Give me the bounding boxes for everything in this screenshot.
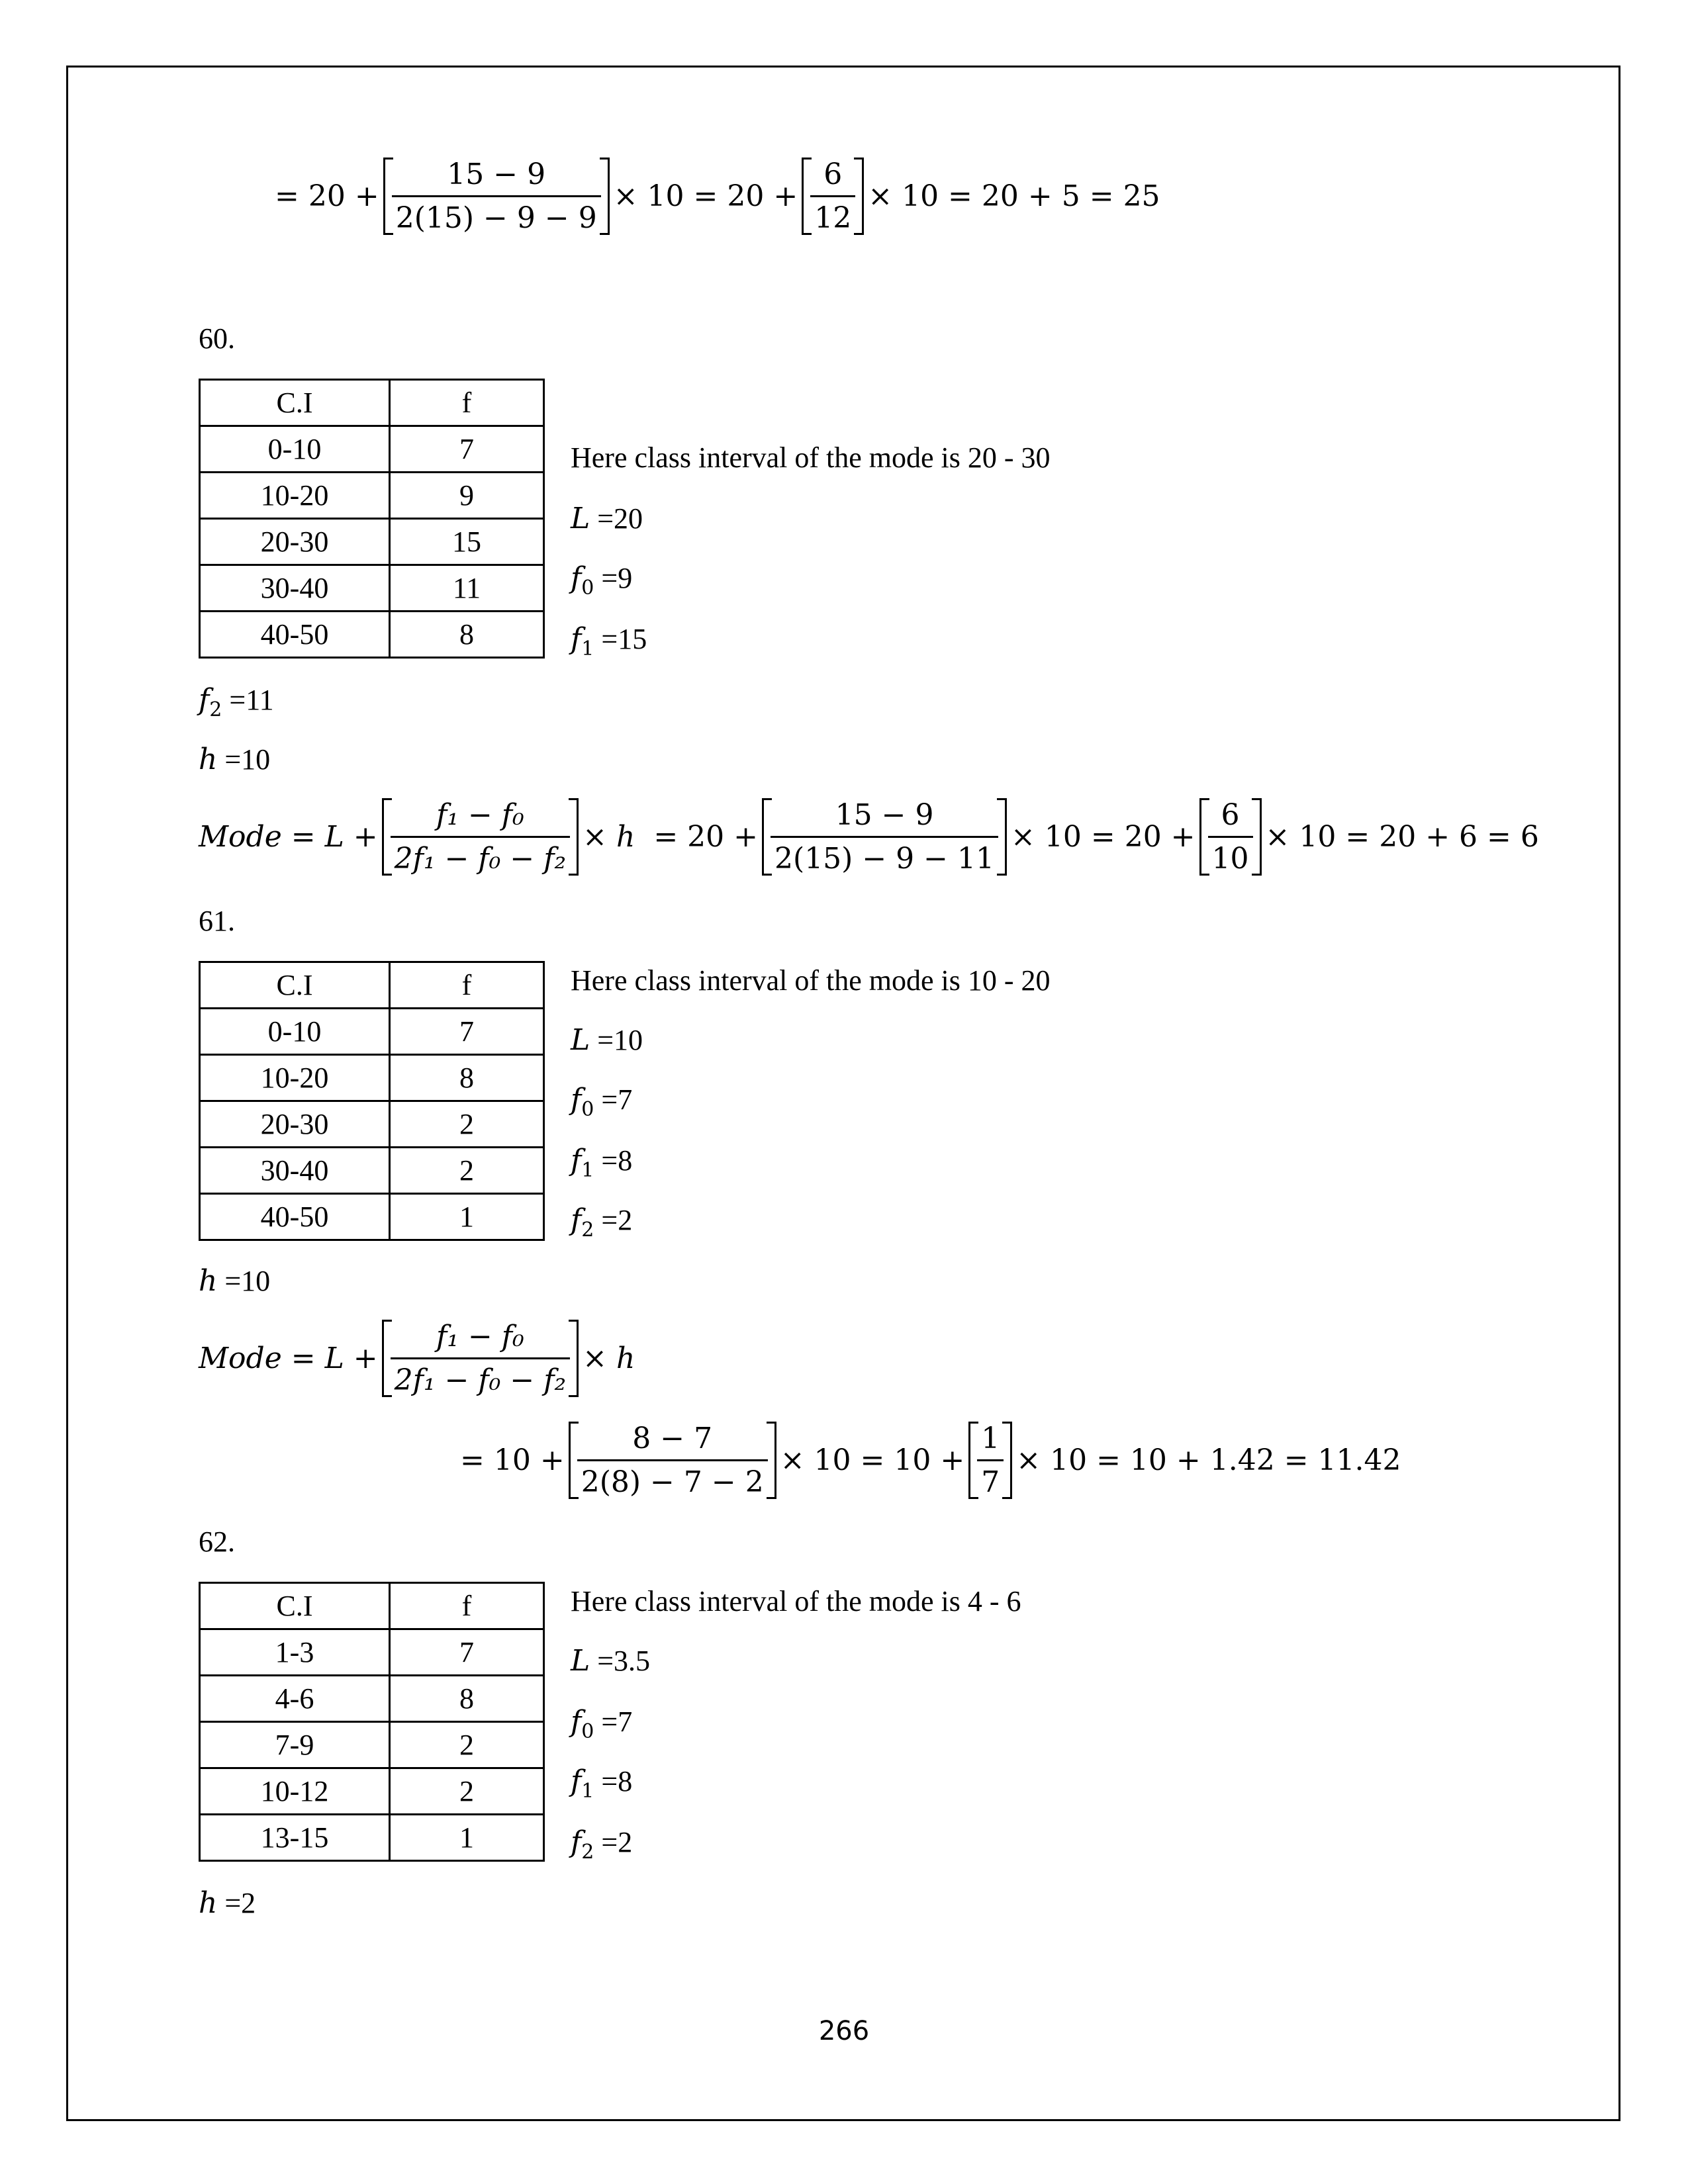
cell: 7	[390, 1009, 544, 1055]
cell: 20-30	[200, 519, 390, 565]
value: =15	[601, 623, 647, 655]
question-number: 62.	[199, 1525, 235, 1558]
table-row	[200, 1722, 544, 1768]
table-row	[200, 1194, 544, 1240]
value: =8	[601, 1144, 633, 1177]
var-h: h =2	[199, 1886, 256, 1920]
header-cell: C.I	[200, 1583, 390, 1629]
numerator: 1	[981, 1422, 1000, 1455]
equation-text: Mode = L +	[199, 1342, 378, 1375]
page-number: 266	[818, 2016, 870, 2046]
value: =11	[229, 684, 274, 716]
cell: 30-40	[200, 565, 390, 612]
var-L: L =10	[571, 1023, 643, 1057]
frequency-table	[199, 961, 545, 1241]
cell: 1	[390, 1194, 544, 1240]
table-row	[200, 1676, 544, 1722]
numerator: 8 − 7	[632, 1422, 713, 1455]
equation-text: × h	[583, 1342, 635, 1375]
header-cell: f	[390, 962, 544, 1009]
var-L: L =3.5	[571, 1644, 651, 1678]
fraction	[810, 158, 855, 235]
cell: 2	[390, 1148, 544, 1194]
bracket	[968, 1422, 1012, 1499]
var-f0: $f_0 =9$	[571, 561, 633, 600]
table-row	[200, 1815, 544, 1861]
table-row	[200, 1148, 544, 1194]
mode-interval-note: Here class interval of the mode is 10 - 20	[571, 964, 1051, 997]
fraction	[577, 1422, 768, 1499]
numerator: 15 − 9	[447, 158, 546, 191]
cell: 2	[390, 1101, 544, 1148]
bracket	[569, 1422, 776, 1499]
var-f2: $f_2 =2$	[571, 1825, 633, 1864]
cell: 8	[390, 1676, 544, 1722]
denominator: 10	[1208, 836, 1253, 876]
bracket	[802, 158, 864, 235]
cell: 7-9	[200, 1722, 390, 1768]
equation-text: Mode = L +	[199, 820, 378, 854]
bracket	[762, 798, 1007, 876]
fraction	[1208, 798, 1253, 876]
table-row	[200, 612, 544, 658]
value: =2	[224, 1887, 256, 1919]
var-f1: $f_1 =8$	[571, 1144, 633, 1182]
cell: 7	[390, 1629, 544, 1676]
denominator: 2(8) − 7 − 2	[577, 1459, 768, 1499]
equation-text: = 20 +	[653, 820, 759, 854]
equation-text: × h	[583, 820, 635, 854]
var-h: h =10	[199, 743, 271, 776]
denominator: 2(15) − 9 − 11	[771, 836, 998, 876]
value: =7	[601, 1083, 633, 1116]
fraction	[977, 1422, 1004, 1499]
mode-equation	[199, 798, 1539, 876]
table-row	[200, 1629, 544, 1676]
cell: 1-3	[200, 1629, 390, 1676]
table-row	[200, 426, 544, 473]
mode-interval-note: Here class interval of the mode is 20 - 30	[571, 441, 1051, 474]
value: =8	[601, 1765, 633, 1797]
denominator: 7	[977, 1459, 1004, 1499]
bracket	[1199, 798, 1262, 876]
denominator: 12	[810, 195, 855, 235]
var-f0: $f_0 =7$	[571, 1705, 633, 1743]
table-row	[200, 1101, 544, 1148]
table-header-row	[200, 380, 544, 426]
cell: 13-15	[200, 1815, 390, 1861]
cell: 8	[390, 612, 544, 658]
value: =2	[601, 1826, 633, 1858]
table-row	[200, 1009, 544, 1055]
equation-text: = 10 +	[460, 1443, 565, 1477]
cell: 15	[390, 519, 544, 565]
value: =9	[601, 562, 633, 594]
value: =10	[224, 743, 271, 776]
header-cell: C.I	[200, 962, 390, 1009]
var-f2: $f_2 =2$	[571, 1203, 633, 1242]
denominator: 2f₁ − f₀ − f₂	[391, 836, 570, 876]
cell: 2	[390, 1768, 544, 1815]
frequency-table	[199, 379, 545, 659]
numerator: 6	[1221, 798, 1240, 832]
bracket	[382, 798, 579, 876]
var-f1: $f_1 =15$	[571, 622, 647, 660]
fraction	[391, 798, 570, 876]
equation-text: × 10 = 20 + 6 = 6	[1265, 820, 1539, 854]
cell: 1	[390, 1815, 544, 1861]
denominator: 2f₁ − f₀ − f₂	[391, 1357, 570, 1397]
var-h: h =10	[199, 1264, 271, 1298]
frequency-table	[199, 1582, 545, 1862]
cell: 7	[390, 426, 544, 473]
table-row	[200, 565, 544, 612]
cell: 10-12	[200, 1768, 390, 1815]
cell: 20-30	[200, 1101, 390, 1148]
fraction	[771, 798, 998, 876]
mode-formula	[199, 1320, 635, 1397]
question-number: 60.	[199, 322, 235, 355]
equation-text: × 10 = 10 +	[780, 1443, 965, 1477]
numerator: f₁ − f₀	[436, 1320, 524, 1353]
var-L: L =20	[571, 502, 643, 535]
mode-interval-note: Here class interval of the mode is 4 - 6	[571, 1585, 1021, 1617]
numerator: f₁ − f₀	[436, 798, 524, 832]
numerator: 15 − 9	[835, 798, 934, 832]
table-header-row	[200, 962, 544, 1009]
var-f1: $f_1 =8$	[571, 1764, 633, 1803]
cell: 2	[390, 1722, 544, 1768]
value: =10	[224, 1265, 271, 1297]
value: =2	[601, 1204, 633, 1236]
bracket	[382, 1320, 579, 1397]
header-cell: f	[390, 1583, 544, 1629]
table-header-row	[200, 1583, 544, 1629]
question-number: 61.	[199, 905, 235, 937]
cell: 40-50	[200, 1194, 390, 1240]
cell: 0-10	[200, 1009, 390, 1055]
header-cell: f	[390, 380, 544, 426]
cell: 0-10	[200, 426, 390, 473]
top-equation	[275, 158, 1160, 235]
numerator: 6	[823, 158, 843, 191]
equation-text: × 10 = 20 + 5 = 25	[868, 179, 1160, 213]
table-row	[200, 473, 544, 519]
cell: 10-20	[200, 473, 390, 519]
equation-text: × 10 = 20 +	[1011, 820, 1196, 854]
cell: 10-20	[200, 1055, 390, 1101]
cell: 30-40	[200, 1148, 390, 1194]
fraction	[392, 158, 601, 235]
table-row	[200, 519, 544, 565]
value: =20	[597, 502, 643, 535]
equation-text: × 10 = 20 +	[613, 179, 798, 213]
equation-text: = 20 +	[275, 179, 379, 213]
cell: 4-6	[200, 1676, 390, 1722]
table-row	[200, 1768, 544, 1815]
table-row	[200, 1055, 544, 1101]
value: =3.5	[597, 1645, 651, 1677]
denominator: 2(15) − 9 − 9	[392, 195, 601, 235]
header-cell: C.I	[200, 380, 390, 426]
var-f0: $f_0 =7$	[571, 1083, 633, 1121]
cell: 11	[390, 565, 544, 612]
equation-text: × 10 = 10 + 1.42 = 11.42	[1016, 1443, 1401, 1477]
var-f2: $f_2 =11$	[199, 683, 274, 721]
value: =10	[597, 1024, 643, 1056]
mode-calculation	[460, 1422, 1401, 1499]
cell: 9	[390, 473, 544, 519]
value: =7	[601, 1706, 633, 1738]
cell: 40-50	[200, 612, 390, 658]
fraction	[391, 1320, 570, 1397]
bracket	[383, 158, 610, 235]
cell: 8	[390, 1055, 544, 1101]
